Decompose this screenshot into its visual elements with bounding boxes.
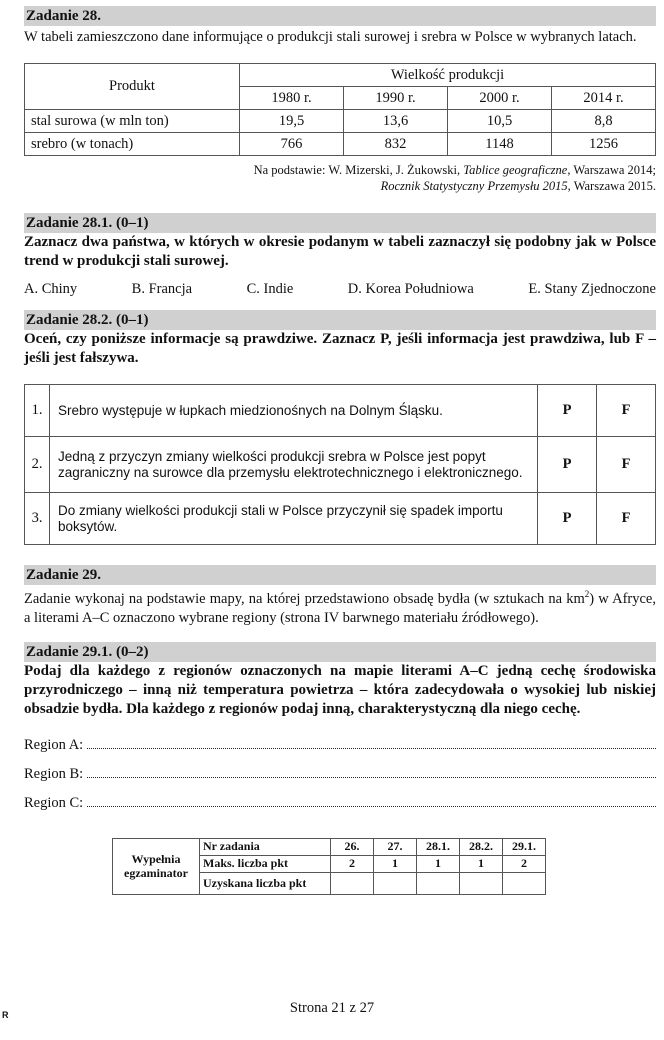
task-28-2-title: Zadanie 28.2. (0–1) xyxy=(24,310,656,330)
row-number: 2. xyxy=(25,437,50,493)
answer-line[interactable] xyxy=(87,777,656,778)
option-b[interactable]: B. Francja xyxy=(131,281,193,297)
table-cell: 13,6 xyxy=(344,110,448,133)
table-row xyxy=(25,385,656,437)
task-number: 28.2. xyxy=(460,838,503,855)
region-c-answer[interactable]: Region C: xyxy=(24,783,656,812)
page-number: Strona 21 z 27 xyxy=(289,1000,375,1016)
false-option[interactable]: F xyxy=(597,493,656,545)
year-header: 2014 r. xyxy=(552,87,656,110)
row-number: 1. xyxy=(25,385,50,437)
false-option[interactable]: F xyxy=(597,437,656,493)
table-row xyxy=(25,110,656,133)
true-false-table xyxy=(24,384,656,545)
obtained-points-cell[interactable] xyxy=(460,872,503,894)
true-option[interactable]: P xyxy=(538,437,597,493)
max-points-label: Maks. liczba pkt xyxy=(200,855,331,872)
option-e[interactable]: E. Stany Zjednoczone xyxy=(528,281,656,297)
table-cell: 1256 xyxy=(552,133,656,156)
task-28-2-instruction: Oceń, czy poniższe informacje są prawdziwe. Zaznacz P, jeśli informacja jest prawdziwa, lub F – jeśli jest fałszywa. xyxy=(24,331,656,366)
table-cell: 766 xyxy=(240,133,344,156)
option-d[interactable]: D. Korea Południowa xyxy=(347,281,474,297)
max-points: 1 xyxy=(417,855,460,872)
row-label: stal surowa (w mln ton) xyxy=(25,110,240,133)
obtained-points-cell[interactable] xyxy=(331,872,374,894)
product-header: Produkt xyxy=(25,64,240,110)
table-row xyxy=(25,493,656,545)
option-c[interactable]: C. Indie xyxy=(246,281,294,297)
production-table xyxy=(24,63,656,156)
table-row xyxy=(25,437,656,493)
max-points: 2 xyxy=(331,855,374,872)
table-cell: 1148 xyxy=(448,133,552,156)
task-28-1-title: Zadanie 28.1. (0–1) xyxy=(24,213,656,233)
task-number: 28.1. xyxy=(417,838,460,855)
table-cell: 832 xyxy=(344,133,448,156)
statement-text: Do zmiany wielkości produkcji stali w Polsce przyczynił się spadek importu boksytów. xyxy=(50,493,538,545)
true-option[interactable]: P xyxy=(538,493,597,545)
task-number: 27. xyxy=(374,838,417,855)
task-number-label: Nr zadania xyxy=(200,838,331,855)
task-29-title: Zadanie 29. xyxy=(24,565,656,585)
production-group-header: Wielkość produkcji xyxy=(240,64,656,87)
obtained-points-cell[interactable] xyxy=(374,872,417,894)
scoring-table xyxy=(112,838,546,895)
row-number: 3. xyxy=(25,493,50,545)
source-note: Na podstawie: W. Mizerski, J. Żukowski, Tablice geograficzne, Warszawa 2014; Rocznik Statystyczny Przemysłu 2015, Warszawa 2015. xyxy=(253,163,656,193)
max-points: 1 xyxy=(374,855,417,872)
task-29-1-instruction: Podaj dla każdego z regionów oznaczonych na mapie literami A–C jedną cechę środowiska przyrodniczego – inną niż temperatura powietrza – która zadecydowała o wysokiej lub niskiej obsadzie bydła. Dla każdego z regionów podaj inną, charakterystyczną dla niego cechę. xyxy=(24,662,656,717)
statement-text: Srebro występuje w łupkach miedzionośnych na Dolnym Śląsku. xyxy=(50,385,538,437)
max-points: 1 xyxy=(460,855,503,872)
table-cell: 8,8 xyxy=(552,110,656,133)
task-28-intro: W tabeli zamieszczono dane informujące o produkcji stali surowej i srebra w Polsce w wybranych latach. xyxy=(24,29,637,45)
table-cell: 19,5 xyxy=(240,110,344,133)
row-label: srebro (w tonach) xyxy=(25,133,240,156)
table-cell: 10,5 xyxy=(448,110,552,133)
table-row xyxy=(25,133,656,156)
region-a-answer[interactable]: Region A: xyxy=(24,725,656,754)
page-mark: R xyxy=(2,1010,9,1020)
year-header: 2000 r. xyxy=(448,87,552,110)
true-option[interactable]: P xyxy=(538,385,597,437)
region-b-answer[interactable]: Region B: xyxy=(24,754,656,783)
answer-line[interactable] xyxy=(87,806,656,807)
obtained-points-label: Uzyskana liczba pkt xyxy=(200,872,331,894)
task-number: 26. xyxy=(331,838,374,855)
answer-line[interactable] xyxy=(87,748,656,749)
answer-options xyxy=(24,281,656,298)
max-points: 2 xyxy=(503,855,546,872)
task-number: 29.1. xyxy=(503,838,546,855)
year-header: 1990 r. xyxy=(344,87,448,110)
task-29-1-title: Zadanie 29.1. (0–2) xyxy=(24,642,656,662)
task-28-1-instruction: Zaznacz dwa państwa, w których w okresie podanym w tabeli zaznaczył się podobny jak w Polsce trend w produkcji stali surowej. xyxy=(24,234,656,269)
option-a[interactable]: A. Chiny xyxy=(24,281,78,297)
task-29-intro: Zadanie wykonaj na podstawie mapy, na której przedstawiono obsadę bydła (w sztukach na $km^2$) w Afryce, a literami A–C oznaczono wybrane regiony (strona IV barwnego materiału źródłowego). xyxy=(24,589,656,626)
examiner-label: Wypełnia egzaminator xyxy=(113,838,200,894)
obtained-points-cell[interactable] xyxy=(417,872,460,894)
task-28-title: Zadanie 28. xyxy=(24,6,656,26)
false-option[interactable]: F xyxy=(597,385,656,437)
answer-area xyxy=(24,725,656,812)
statement-text: Jedną z przyczyn zmiany wielkości produkcji srebra w Polsce jest popyt zagraniczny na surowce dla przemysłu elektrotechnicznego i elektronicznego. xyxy=(50,437,538,493)
year-header: 1980 r. xyxy=(240,87,344,110)
obtained-points-cell[interactable] xyxy=(503,872,546,894)
